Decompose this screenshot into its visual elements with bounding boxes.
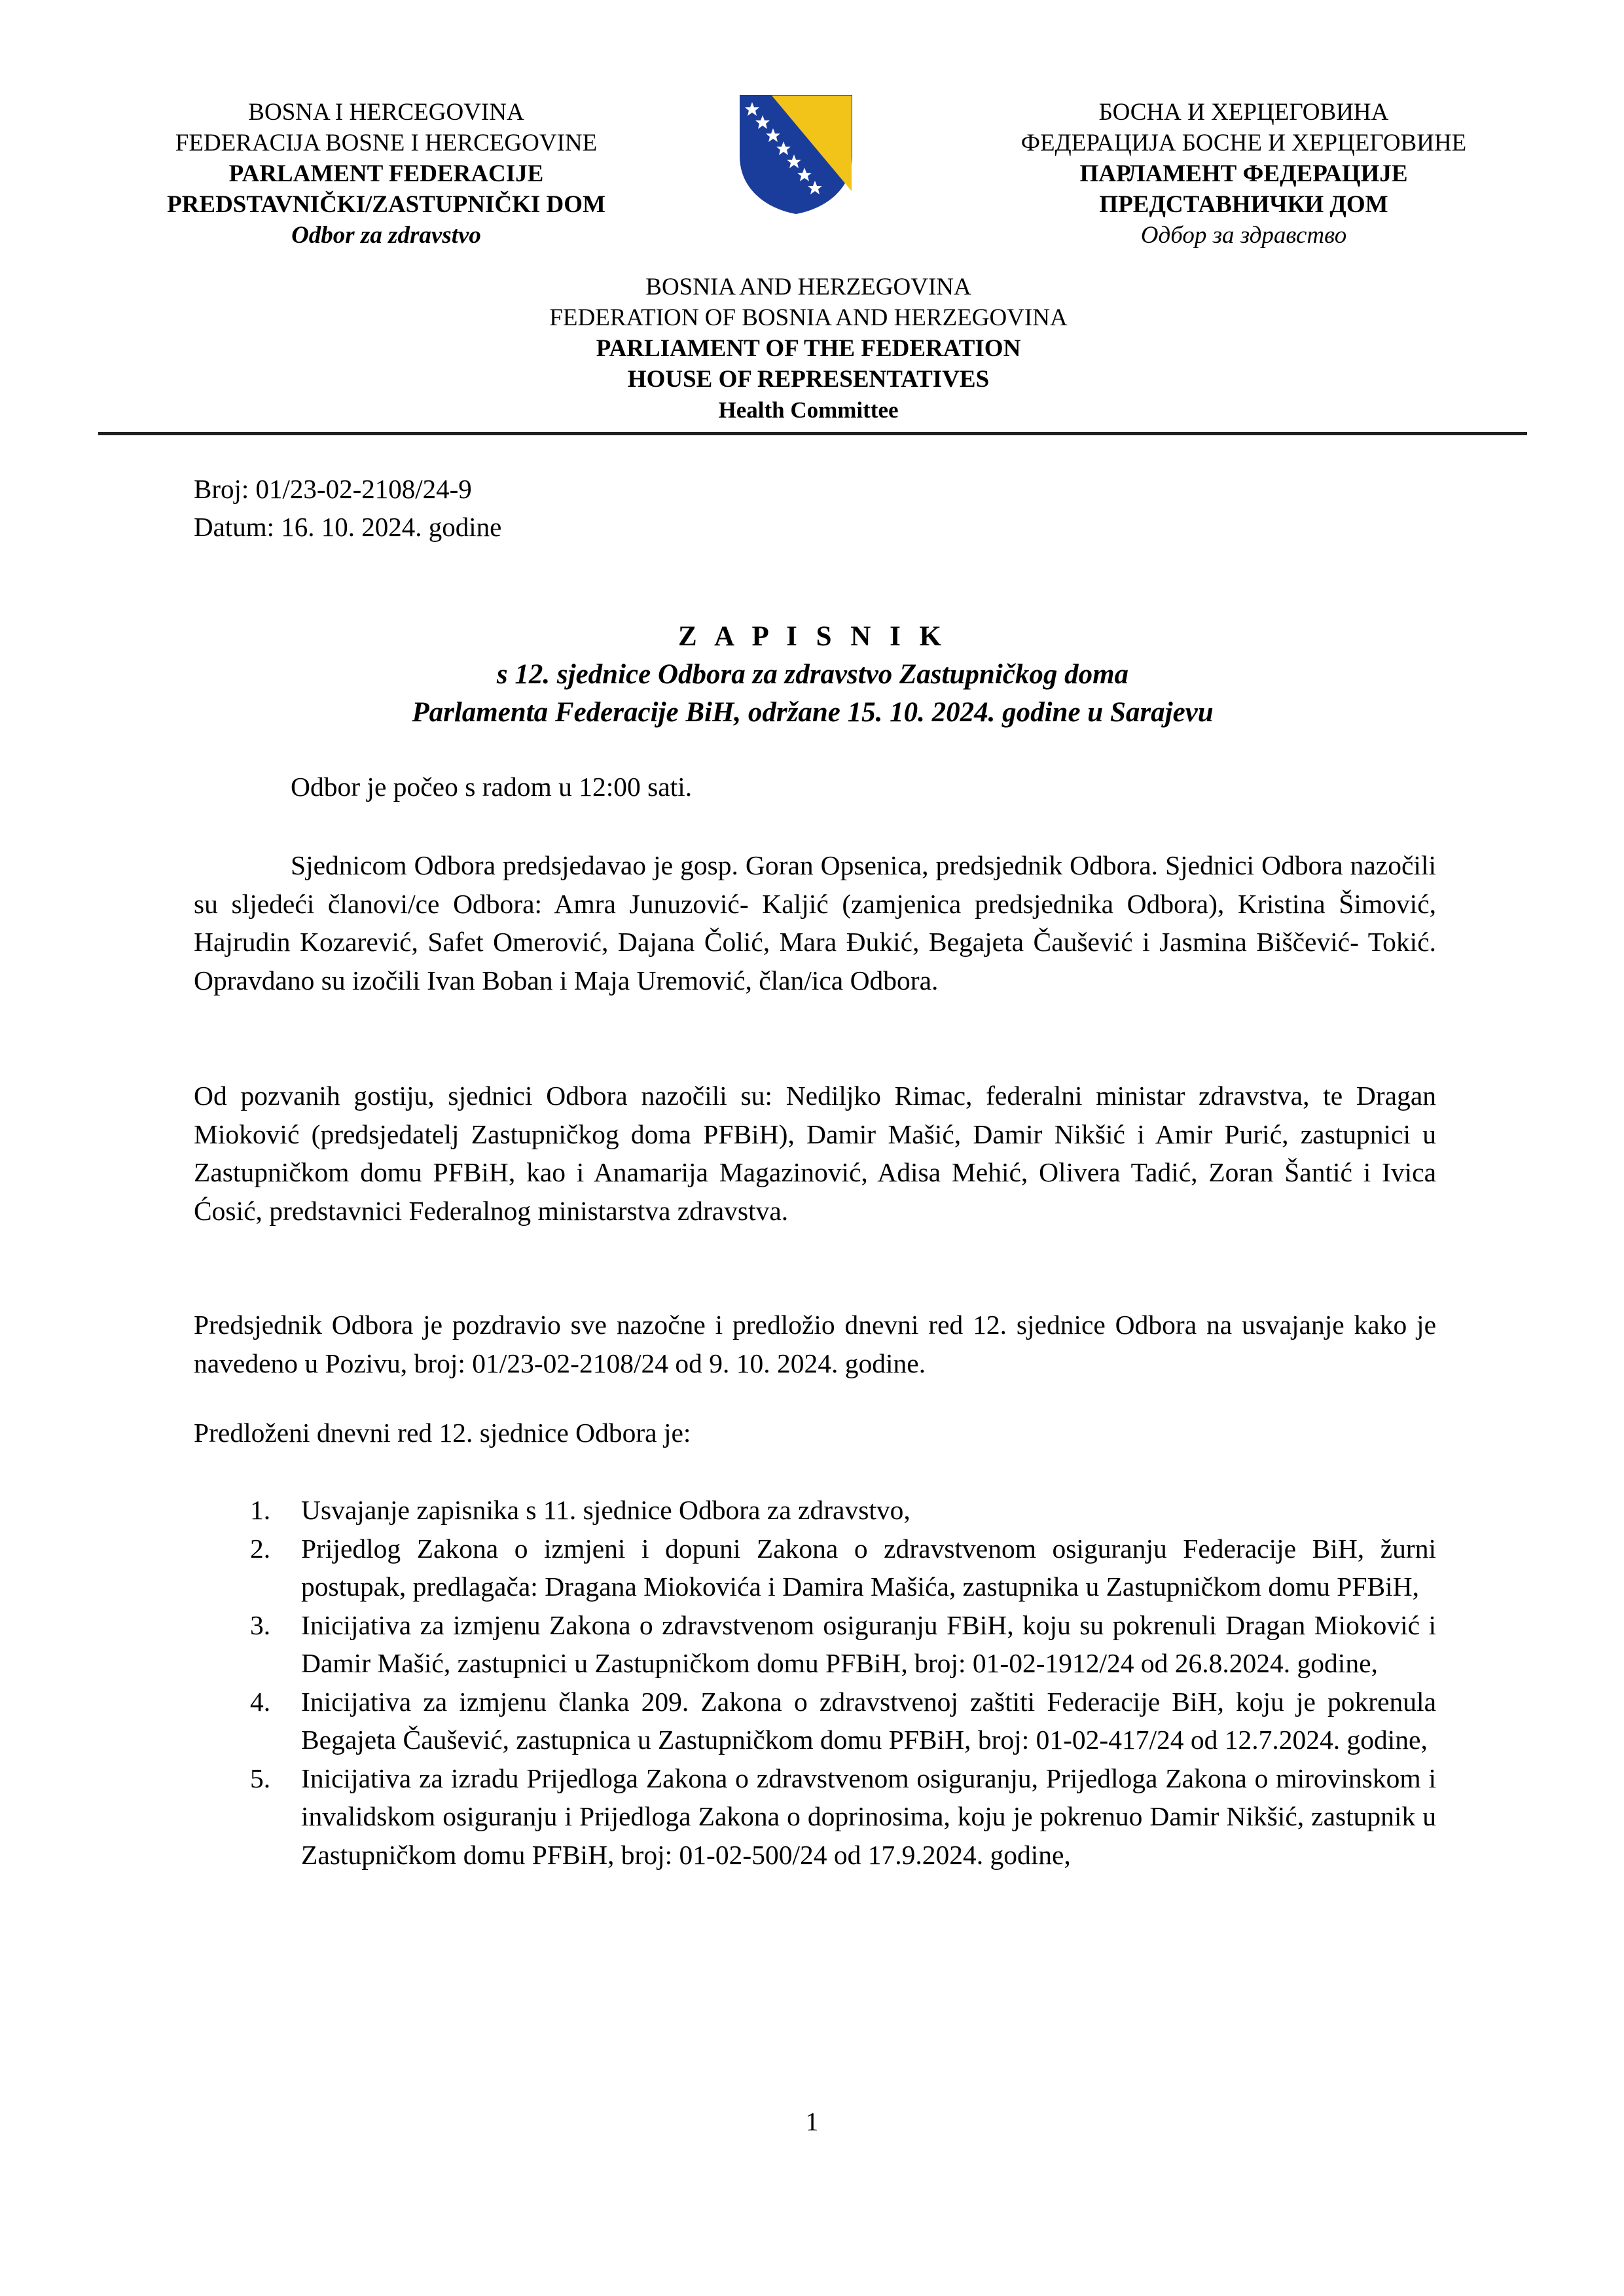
document-title [98,618,1527,732]
agenda-item-number: 4. [250,1686,271,1717]
reference-date: Datum: 16. 10. 2024. godine [194,512,502,542]
paragraph-start [194,768,1436,806]
letterhead-right [943,97,1545,251]
agenda-item-number: 5. [250,1763,271,1793]
agenda-item-text: Usvajanje zapisnika s 11. sjednice Odbora za zdravstvo, [301,1495,911,1525]
reference-block [194,470,501,546]
agenda-item-text: Prijedlog Zakona o izmjeni i dopuni Zakona o zdravstvenom osiguranju Federacije BiH, žurni postupak, predlagača: Dragana Miokovića i Damira Mašića, zastupnika u Zastupničkom domu PFBiH, [301,1533,1436,1602]
agenda-item-number: 2. [250,1533,271,1564]
letterhead-center-line1: BOSNIA AND HERZEGOVINA [645,274,971,300]
letterhead-right-line4: ПРЕДСТАВНИЧКИ ДОМ [1099,191,1388,218]
paragraph-guests [194,1077,1436,1230]
agenda-item-text: Inicijativa za izradu Prijedloga Zakona o zdravstvenom osiguranju, Prijedloga Zakona o mirovinskom i invalidskom osiguranju i Prijedloga Zakona o doprinosima, koju je pokrenuo Damir Nikšić, zastupnik u Zastupničkom domu PFBiH, broj: 01-02-500/24 od 17.9.2024. godine, [301,1763,1436,1870]
agenda-list [194,1491,1436,1874]
page-number: 1 [805,2107,819,2136]
paragraph-greeting [194,1306,1436,1382]
paragraph-attendance [194,846,1436,999]
paragraph-guests-text: Od pozvanih gostiju, sjednici Odbora nazočili su: Nediljko Rimac, federalni ministar zdravstva, te Dragan Mioković (predsjedatelj Zastupničkog doma PFBiH), Damir Mašić, Damir Nikšić i Amir Purić, zastupnici u Zastupničkom domu PFBiH, kao i Anamarija Magazinović, Adisa Mehić, Olivera Tadić, Zoran Šantić i Ivica Ćosić, predstavnici Federalnog ministarstva zdravstva. [194,1081,1436,1226]
reference-number: Broj: 01/23-02-2108/24-9 [194,474,472,504]
paragraph-attendance-text: Sjednicom Odbora predsjedavao je gosp. Goran Opsenica, predsjednik Odbora. Sjednici Odbora nazočili su sljedeći članovi/ce Odbora: Amra Junuzović- Kaljić (zamjenica predsjednika Odbora), Kristina Šimović, Hajrudin Kozarević, Safet Omerović, Dajana Čolić, Mara Đukić, Begajeta Čaušević i Jasmina Biščević- Tokić. Opravdano su izočili Ivan Boban i Maja Uremović, član/ica Odbora. [194,850,1436,996]
letterhead-right-line1: БОСНА И ХЕРЦЕГОВИНА [1098,99,1389,126]
letterhead-center [425,272,1191,425]
title-subtitle-2: Parlamenta Federacije BiH, održane 15. 10. 2024. godine u Sarajevu [412,697,1214,728]
letterhead-left [98,97,674,251]
letterhead-right-line2: ФЕДЕРАЦИЈА БОСНЕ И ХЕРЦЕГОВИНЕ [1020,130,1467,156]
letterhead-right-line5: Одбор за здравство [1140,222,1347,249]
letterhead-left-line1: BOSNA I HERCEGOVINA [248,99,524,126]
paragraph-start-text: Odbor je počeo s radom u 12:00 sati. [291,772,693,802]
letterhead-center-line3: PARLIAMENT OF THE FEDERATION [596,335,1021,362]
agenda-item [194,1683,1436,1759]
agenda-item-number: 1. [250,1495,271,1525]
letterhead-center-line2: FEDERATION OF BOSNIA AND HERZEGOVINA [549,304,1068,331]
coat-of-arms-icon [738,93,854,215]
agenda-item [194,1606,1436,1683]
paragraph-agenda-intro-text: Predloženi dnevni red 12. sjednice Odbora je: [194,1418,691,1448]
letterhead-left-line4: PREDSTAVNIČKI/ZASTUPNIČKI DOM [167,191,605,218]
letterhead-left-line3: PARLAMENT FEDERACIJE [228,160,544,187]
agenda-item [194,1759,1436,1874]
header-divider [98,432,1527,435]
letterhead-center-line4: HOUSE OF REPRESENTATIVES [627,366,990,393]
agenda-item-number: 3. [250,1609,271,1640]
agenda-item-text: Inicijativa za izmjenu članka 209. Zakona o zdravstvenoj zaštiti Federacije BiH, koju je pokrenula Begajeta Čaušević, zastupnica u Zastupničkom domu PFBiH, broj: 01-02-417/24 od 12.7.2024. godine, [301,1686,1436,1755]
letterhead-right-line3: ПАРЛАМЕНТ ФЕДЕРАЦИЈЕ [1079,160,1408,187]
letterhead-left-line5: Odbor za zdravstvo [291,222,481,249]
agenda-item [194,1491,1436,1530]
title-subtitle-1: s 12. sjednice Odbora za zdravstvo Zastupničkog doma [496,659,1129,690]
letterhead-left-line2: FEDERACIJA BOSNE I HERCEGOVINE [175,130,598,156]
title-main: Z A P I S N I K [677,621,947,652]
paragraph-greeting-text: Predsjednik Odbora je pozdravio sve nazočne i predložio dnevni red 12. sjednice Odbora na usvajanje kako je navedeno u Pozivu, broj: 01/23-02-2108/24 od 9. 10. 2024. godine. [194,1310,1436,1378]
agenda-item-text: Inicijativa za izmjenu Zakona o zdravstvenom osiguranju FBiH, koju su pokrenuli Dragan Mioković i Damir Mašić, zastupnici u Zastupničkom domu PFBiH, broj: 01-02-1912/24 od 26.8.2024. godine, [301,1609,1436,1678]
agenda-item [194,1530,1436,1606]
letterhead-center-line5: Health Committee [718,397,899,423]
paragraph-agenda-intro [194,1414,1436,1452]
